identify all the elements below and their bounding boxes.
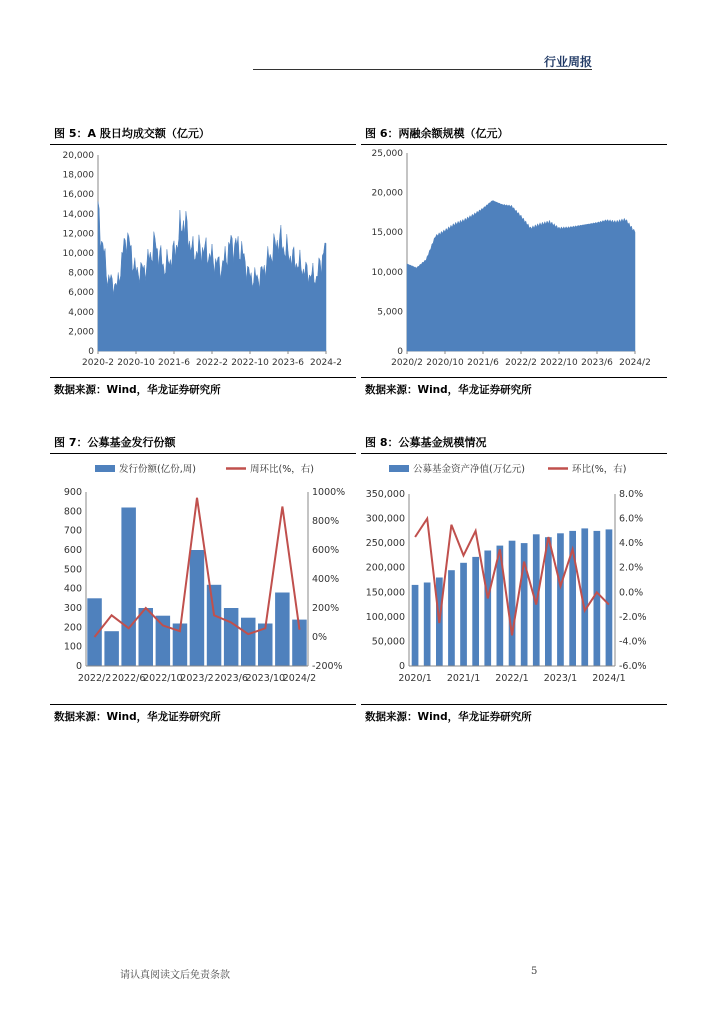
bar [412, 585, 419, 666]
bar [606, 529, 613, 666]
y-left-tick-label: 300,000 [365, 513, 405, 525]
y-right-tick-label: 0% [312, 632, 328, 643]
bar [104, 631, 119, 666]
x-tick-label: 2022/2 [77, 673, 112, 684]
bar [190, 550, 205, 666]
y-tick-label: 14,000 [62, 209, 94, 220]
bar [448, 570, 455, 666]
x-tick-label: 2024/1 [592, 673, 626, 684]
area-series [98, 202, 326, 352]
figure-5-bottom-rule [50, 377, 356, 378]
bar [509, 541, 516, 666]
x-tick-label: 2023/1 [543, 673, 578, 684]
bar [594, 531, 601, 666]
y-left-tick-label: 800 [63, 506, 82, 518]
y-tick-label: 5,000 [377, 307, 403, 318]
y-left-tick-label: 400 [63, 583, 82, 595]
y-tick-label: 2,000 [68, 327, 94, 338]
y-right-tick-label: -4.0% [619, 636, 647, 648]
bar [207, 585, 222, 666]
x-tick-label: 2024-2 [310, 358, 342, 368]
y-right-tick-label: 4.0% [619, 538, 644, 550]
legend-bar-label: 发行份额(亿份,周) [119, 464, 196, 475]
y-tick-label: 18,000 [62, 170, 94, 181]
figure-5-chart [50, 145, 356, 375]
x-tick-label: 2020/1 [398, 673, 432, 684]
x-tick-label: 2023-6 [272, 358, 304, 368]
bar [275, 593, 290, 667]
figure-6-source: 数据来源：Wind，华龙证券研究所 [365, 384, 532, 396]
y-tick-label: 0 [88, 347, 94, 357]
y-left-tick-label: 100,000 [365, 611, 405, 623]
figure-7-bottom-rule [50, 704, 356, 705]
y-tick-label: 4,000 [68, 307, 94, 318]
figure-8-title: 图 8：公募基金规模情况 [365, 436, 487, 449]
y-left-tick-label: 350,000 [365, 489, 405, 500]
y-tick-label: 0 [397, 347, 403, 357]
y-right-tick-label: -200% [312, 661, 343, 672]
chart-legend [389, 463, 626, 475]
x-tick-label: 2022-2 [196, 358, 228, 368]
x-tick-label: 2024/2 [619, 358, 651, 368]
area-series [407, 201, 635, 351]
header-rule [253, 69, 592, 70]
bar [156, 616, 171, 666]
x-tick-label: 2020/2 [391, 358, 423, 368]
x-tick-label: 2022-10 [231, 358, 269, 368]
legend-bar-swatch [389, 465, 409, 472]
x-tick-label: 2023/6 [581, 358, 613, 368]
bar [545, 537, 552, 666]
legend-bar-swatch [95, 465, 115, 472]
bar [87, 598, 102, 666]
figure-7-title: 图 7：公募基金发行份额 [54, 436, 176, 449]
y-left-tick-label: 600 [63, 545, 82, 556]
bar [472, 557, 479, 666]
x-tick-label: 2020-10 [117, 358, 155, 368]
bar [139, 608, 154, 666]
bar [424, 583, 431, 667]
figure-8-bottom-rule [361, 704, 667, 705]
y-right-tick-label: -2.0% [619, 611, 647, 623]
figure-6-title: 图 6：两融余额规模（亿元） [365, 127, 509, 140]
y-tick-label: 16,000 [62, 190, 94, 201]
y-right-tick-label: 1000% [312, 487, 346, 498]
x-tick-label: 2022/1 [495, 673, 529, 684]
y-left-tick-label: 0 [75, 661, 82, 672]
figure-6-chart [361, 145, 667, 375]
y-tick-label: 20,000 [62, 151, 94, 161]
y-tick-label: 20,000 [371, 188, 403, 199]
y-left-tick-label: 50,000 [371, 636, 405, 648]
x-tick-label: 2020/10 [426, 358, 464, 368]
figure-8-source: 数据来源：Wind，华龙证券研究所 [365, 711, 532, 723]
y-right-tick-label: 8.0% [619, 489, 644, 500]
y-left-tick-label: 300 [63, 603, 82, 614]
figure-5-source: 数据来源：Wind，华龙证券研究所 [54, 384, 221, 396]
legend-bar-label: 公募基金资产净值(万亿元) [413, 464, 525, 475]
legend-line-label: 环比(%，右) [572, 464, 627, 475]
bar [121, 508, 135, 667]
figure-5-title: 图 5：A 股日均成交额（亿元） [54, 127, 210, 140]
y-right-tick-label: 6.0% [619, 513, 644, 525]
y-tick-label: 8,000 [68, 268, 94, 279]
y-left-tick-label: 900 [63, 487, 82, 498]
y-tick-label: 6,000 [68, 288, 94, 299]
figure-7-chart [50, 454, 356, 702]
y-left-tick-label: 200 [63, 622, 82, 634]
x-tick-label: 2022/6 [111, 673, 146, 684]
y-left-tick-label: 100 [63, 641, 82, 653]
x-tick-label: 2020-2 [82, 358, 114, 368]
y-tick-label: 10,000 [371, 267, 403, 278]
y-right-tick-label: 200% [312, 603, 340, 614]
y-left-tick-label: 250,000 [365, 538, 405, 550]
x-tick-label: 2022/10 [143, 673, 183, 684]
y-tick-label: 25,000 [371, 149, 403, 159]
bar [460, 563, 467, 666]
bar [224, 608, 239, 666]
y-left-tick-label: 0 [398, 661, 405, 672]
y-left-tick-label: 500 [63, 564, 82, 576]
y-left-tick-label: 200,000 [365, 562, 405, 574]
figure-7-source: 数据来源：Wind，华龙证券研究所 [54, 711, 221, 723]
bar [241, 618, 256, 666]
x-tick-label: 2021-6 [158, 358, 190, 368]
bar [557, 533, 564, 666]
x-tick-label: 2021/1 [446, 673, 481, 684]
y-tick-label: 15,000 [371, 228, 403, 239]
x-tick-label: 2021/6 [467, 358, 499, 368]
legend-line-label: 周环比(%，右) [250, 464, 314, 475]
y-left-tick-label: 700 [63, 525, 82, 537]
y-right-tick-label: 600% [312, 545, 340, 556]
x-tick-label: 2022/2 [505, 358, 537, 368]
x-tick-label: 2024/2 [282, 673, 317, 684]
y-right-tick-label: 2.0% [619, 562, 644, 574]
y-tick-label: 12,000 [62, 229, 94, 240]
x-tick-label: 2022/10 [540, 358, 578, 368]
y-right-tick-label: -6.0% [619, 661, 647, 672]
x-tick-label: 2023/10 [245, 673, 286, 684]
bar [484, 551, 491, 667]
page-number: 5 [531, 966, 538, 977]
disclaimer-note: 请认真阅读文后免责条款 [120, 970, 230, 981]
x-tick-label: 2023/6 [214, 673, 248, 684]
y-right-tick-label: 0.0% [619, 587, 644, 599]
y-tick-label: 10,000 [62, 249, 94, 259]
report-type-title: 行业周报 [543, 55, 592, 69]
x-tick-label: 2023/2 [180, 673, 214, 684]
y-right-tick-label: 800% [312, 516, 340, 527]
y-left-tick-label: 150,000 [365, 587, 405, 599]
chart-legend [95, 463, 314, 475]
figure-8-chart [361, 454, 667, 702]
figure-6-bottom-rule [361, 377, 667, 378]
y-right-tick-label: 400% [312, 574, 340, 585]
